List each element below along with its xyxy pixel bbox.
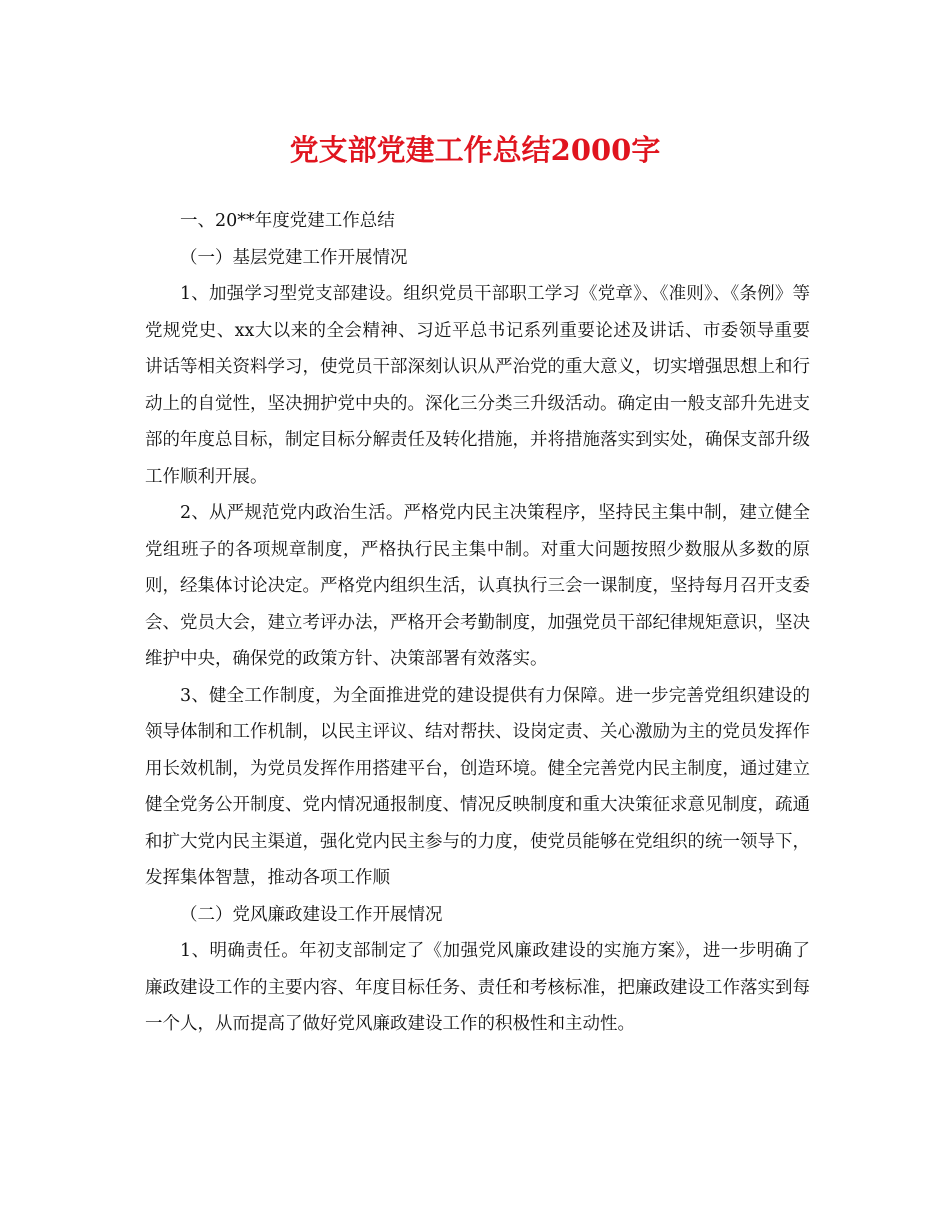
document-body bbox=[145, 203, 810, 1043]
subsection-heading-1: （一）基层党建工作开展情况 bbox=[180, 247, 408, 268]
paragraph-3: 3、健全工作制度，为全面推进党的建设提供有力保障。进一步完善党组织建设的领导体制和工作机制，以民主评议、结对帮扶、设岗定责、关心激励为主的党员发挥作用长效机制，为党员发挥作用搭建平台，创造环境。健全完善党内民主制度，通过建立健全党务公开制度、党内情况通报制度、情况反映制度和重大决策征求意见制度，疏通和扩大党内民主渠道，强化党内民主参与的力度，使党员能够在党组织的统一领导下，发挥集体智慧，推动各项工作顺 bbox=[145, 685, 810, 888]
section-heading-1: 一、20**年度党建工作总结 bbox=[180, 211, 395, 231]
paragraph-1: 1、加强学习型党支部建设。组织党员干部职工学习《党章》、《准则》、《条例》等党规党史、xx大以来的全会精神、习近平总书记系列重要论述及讲话、市委领导重要讲话等相关资料学习，使党员干部深刻认识从严治党的重大意义，切实增强思想上和行动上的自觉性，坚决拥护党中央的。深化三分类三升级活动。确定由一般支部升先进支部的年度总目标，制定目标分解责任及转化措施，并将措施落实到实处，确保支部升级工作顺利开展。 bbox=[145, 284, 810, 487]
paragraph-2: 2、从严规范党内政治生活。严格党内民主决策程序，坚持民主集中制，建立健全党组班子的各项规章制度，严格执行民主集中制。对重大问题按照少数服从多数的原则，经集体讨论决定。严格党内组织生活，认真执行三会一课制度，坚持每月召开支委会、党员大会，建立考评办法，严格开会考勤制度，加强党员干部纪律规矩意识，坚决维护中央，确保党的政策方针、决策部署有效落实。 bbox=[145, 503, 810, 669]
document-title: 党支部党建工作总结2000字 bbox=[289, 133, 661, 167]
subsection-heading-2: （二）党风廉政建设工作开展情况 bbox=[180, 904, 443, 925]
paragraph-4: 1、明确责任。年初支部制定了《加强党风廉政建设的实施方案》，进一步明确了廉政建设工作的主要内容、年度目标任务、责任和考核标准，把廉政建设工作落实到每一个人，从而提高了做好党风廉政建设工作的积极性和主动性。 bbox=[145, 941, 810, 1034]
